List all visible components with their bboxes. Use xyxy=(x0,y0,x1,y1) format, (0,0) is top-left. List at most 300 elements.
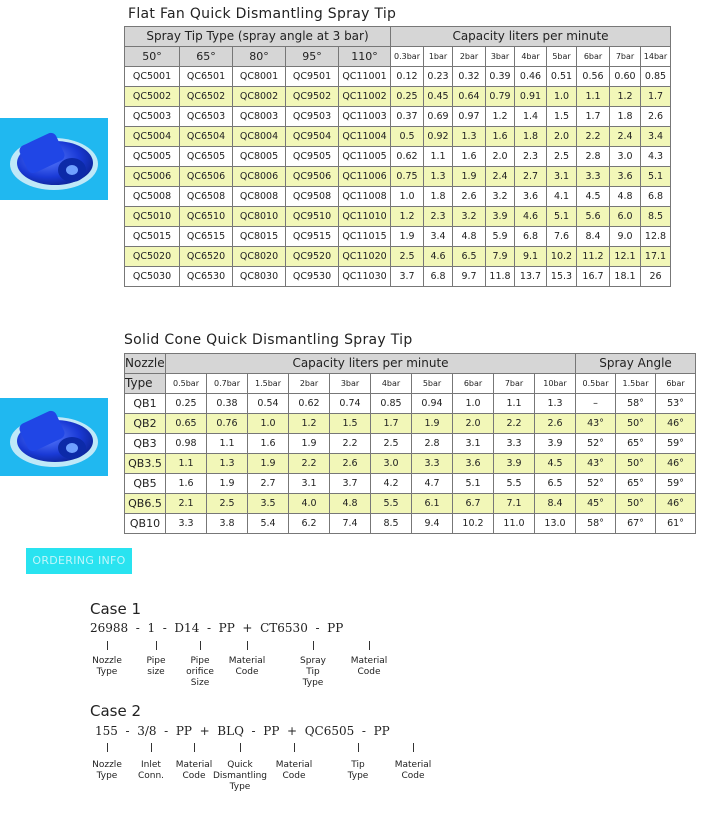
capacity-cell: 7.9 xyxy=(486,247,515,267)
table-row xyxy=(125,227,671,247)
nozzle-type-header-line2: Type xyxy=(125,374,166,394)
capacity-cell: 1.7 xyxy=(641,87,671,107)
capacity-cell: 1.8 xyxy=(515,127,547,147)
capacity-cell: 2.5 xyxy=(547,147,577,167)
capacity-cell: 2.3 xyxy=(515,147,547,167)
capacity-cell: 10.2 xyxy=(453,514,494,534)
table-row xyxy=(125,87,671,107)
capacity-cell: 1.9 xyxy=(412,414,453,434)
capacity-cell: 1.6 xyxy=(486,127,515,147)
tip-type-cell: QC6505 xyxy=(180,147,233,167)
tip-type-cell: QC11020 xyxy=(339,247,391,267)
capacity-cell: 0.25 xyxy=(391,87,424,107)
case1-title: Case 1 xyxy=(90,600,142,618)
capacity-cell: 6.8 xyxy=(641,187,671,207)
pressure-header: 1bar xyxy=(424,47,453,67)
capacity-cell: 1.1 xyxy=(577,87,610,107)
capacity-cell: 3.6 xyxy=(515,187,547,207)
capacity-cell: 9.0 xyxy=(610,227,641,247)
capacity-cell: 8.4 xyxy=(535,494,576,514)
capacity-cell: 0.97 xyxy=(453,107,486,127)
table-row xyxy=(125,434,696,454)
capacity-cell: 2.2 xyxy=(289,454,330,474)
pressure-header: 3bar xyxy=(486,47,515,67)
spray-angle-cell: 67° xyxy=(616,514,656,534)
pressure-header: 3bar xyxy=(330,374,371,394)
capacity-cell: 18.1 xyxy=(610,267,641,287)
capacity-cell: 1.9 xyxy=(207,474,248,494)
tip-type-cell: QC8008 xyxy=(233,187,286,207)
capacity-cell: 1.8 xyxy=(424,187,453,207)
table-row xyxy=(125,267,671,287)
capacity-cell: 3.3 xyxy=(494,434,535,454)
capacity-cell: 6.8 xyxy=(515,227,547,247)
tip-type-cell: QC8020 xyxy=(233,247,286,267)
pressure-header: 5bar xyxy=(547,47,577,67)
code-tick xyxy=(151,743,152,752)
tip-type-cell: QC11001 xyxy=(339,67,391,87)
code-part-label: Material Code xyxy=(228,656,266,677)
capacity-cell: 0.92 xyxy=(424,127,453,147)
capacity-cell: 4.2 xyxy=(371,474,412,494)
nozzle-type-cell: QB5 xyxy=(125,474,166,494)
table-row xyxy=(125,67,671,87)
code-part-label: Tip Type xyxy=(347,760,369,781)
capacity-cell: 11.2 xyxy=(577,247,610,267)
capacity-cell: 3.9 xyxy=(535,434,576,454)
subheader-row xyxy=(125,374,696,394)
capacity-header: Capacity liters per minute xyxy=(166,354,576,374)
tip-type-cell: QC11004 xyxy=(339,127,391,147)
tip-type-cell: QC9504 xyxy=(286,127,339,147)
ordering-info-badge: ORDERING INFO xyxy=(26,548,132,574)
capacity-cell: 5.1 xyxy=(641,167,671,187)
capacity-cell: 2.2 xyxy=(494,414,535,434)
spray-angle-cell: 65° xyxy=(616,434,656,454)
capacity-cell: 4.8 xyxy=(610,187,641,207)
case2-code: 155 - 3/8 - PP + BLQ - PP + QC6505 - PP xyxy=(95,724,390,738)
capacity-cell: 4.7 xyxy=(412,474,453,494)
code-tick xyxy=(413,743,414,752)
angle-pressure-header: 6bar xyxy=(656,374,696,394)
capacity-cell: 1.2 xyxy=(610,87,641,107)
capacity-cell: 2.7 xyxy=(248,474,289,494)
spray-angle-cell: 59° xyxy=(656,434,696,454)
capacity-cell: 5.9 xyxy=(486,227,515,247)
tip-type-cell: QC6504 xyxy=(180,127,233,147)
spray-angle-cell: 53° xyxy=(656,394,696,414)
capacity-cell: 0.12 xyxy=(391,67,424,87)
pressure-header: 0.3bar xyxy=(391,47,424,67)
flat-fan-title: Flat Fan Quick Dismantling Spray Tip xyxy=(128,6,397,22)
tip-type-cell: QC6501 xyxy=(180,67,233,87)
capacity-cell: 7.6 xyxy=(547,227,577,247)
capacity-cell: 2.1 xyxy=(166,494,207,514)
spray-angle-cell: 58° xyxy=(576,514,616,534)
spray-angle-cell: 65° xyxy=(616,474,656,494)
code-part-label: Inlet Conn. xyxy=(137,760,165,781)
pressure-header: 14bar xyxy=(641,47,671,67)
tip-type-cell: QC8015 xyxy=(233,227,286,247)
tip-type-cell: QC6515 xyxy=(180,227,233,247)
capacity-cell: 3.8 xyxy=(207,514,248,534)
code-part-label: Quick Dismantling Type xyxy=(212,760,268,792)
capacity-cell: 17.1 xyxy=(641,247,671,267)
capacity-cell: 0.39 xyxy=(486,67,515,87)
solid-cone-nozzle-image xyxy=(0,398,108,480)
spray-angle-cell: 61° xyxy=(656,514,696,534)
subheader-row xyxy=(125,47,671,67)
table-row xyxy=(125,187,671,207)
capacity-cell: 0.85 xyxy=(371,394,412,414)
tip-type-cell: QC11030 xyxy=(339,267,391,287)
capacity-cell: 8.4 xyxy=(577,227,610,247)
capacity-cell: 2.3 xyxy=(424,207,453,227)
capacity-cell: 1.4 xyxy=(515,107,547,127)
tip-type-cell: QC6502 xyxy=(180,87,233,107)
capacity-cell: 3.3 xyxy=(166,514,207,534)
capacity-cell: 4.6 xyxy=(515,207,547,227)
header-row xyxy=(125,354,696,374)
capacity-cell: 5.5 xyxy=(371,494,412,514)
table-row xyxy=(125,514,696,534)
capacity-cell: 3.3 xyxy=(577,167,610,187)
capacity-cell: 1.9 xyxy=(289,434,330,454)
tip-type-cell: QC5006 xyxy=(125,167,180,187)
tip-type-cell: QC9508 xyxy=(286,187,339,207)
code-tick xyxy=(107,743,108,752)
pressure-header: 7bar xyxy=(610,47,641,67)
tip-type-cell: QC8003 xyxy=(233,107,286,127)
pressure-header: 0.5bar xyxy=(166,374,207,394)
capacity-cell: 1.9 xyxy=(453,167,486,187)
tip-type-cell: QC5001 xyxy=(125,67,180,87)
code-tick xyxy=(240,743,241,752)
capacity-cell: 4.1 xyxy=(547,187,577,207)
capacity-cell: 2.8 xyxy=(577,147,610,167)
pressure-header: 4bar xyxy=(515,47,547,67)
table-row xyxy=(125,454,696,474)
code-tick xyxy=(313,641,314,650)
capacity-cell: 1.2 xyxy=(391,207,424,227)
code-tick xyxy=(358,743,359,752)
capacity-cell: 1.1 xyxy=(424,147,453,167)
code-part-label: Nozzle Type xyxy=(92,656,122,677)
capacity-header: Capacity liters per minute xyxy=(391,27,671,47)
capacity-cell: 2.5 xyxy=(207,494,248,514)
tip-type-cell: QC9530 xyxy=(286,267,339,287)
spray-angle-cell: 52° xyxy=(576,474,616,494)
spray-angle-cell: 43° xyxy=(576,414,616,434)
capacity-cell: 4.0 xyxy=(289,494,330,514)
angle-header: 65° xyxy=(180,47,233,67)
tip-type-cell: QC8006 xyxy=(233,167,286,187)
tip-type-cell: QC9505 xyxy=(286,147,339,167)
spray-angle-cell: 58° xyxy=(616,394,656,414)
capacity-cell: 3.1 xyxy=(289,474,330,494)
capacity-cell: 2.2 xyxy=(577,127,610,147)
spray-angle-cell: 59° xyxy=(656,474,696,494)
capacity-cell: 3.9 xyxy=(494,454,535,474)
pressure-header: 0.7bar xyxy=(207,374,248,394)
tip-type-cell: QC8002 xyxy=(233,87,286,107)
capacity-cell: 2.0 xyxy=(547,127,577,147)
capacity-cell: 3.0 xyxy=(610,147,641,167)
capacity-cell: 5.5 xyxy=(494,474,535,494)
capacity-cell: 0.51 xyxy=(547,67,577,87)
capacity-cell: 12.8 xyxy=(641,227,671,247)
capacity-cell: 1.3 xyxy=(453,127,486,147)
capacity-cell: 0.60 xyxy=(610,67,641,87)
capacity-cell: 0.94 xyxy=(412,394,453,414)
table-row xyxy=(125,167,671,187)
capacity-cell: 0.37 xyxy=(391,107,424,127)
code-tick xyxy=(194,743,195,752)
capacity-cell: 2.5 xyxy=(371,434,412,454)
table-row xyxy=(125,394,696,414)
capacity-cell: 1.9 xyxy=(391,227,424,247)
flat-fan-nozzle-image xyxy=(0,118,108,204)
table-row xyxy=(125,107,671,127)
code-tick xyxy=(107,641,108,650)
capacity-cell: 0.76 xyxy=(207,414,248,434)
capacity-cell: 5.1 xyxy=(547,207,577,227)
header-row xyxy=(125,27,671,47)
pressure-header: 6bar xyxy=(453,374,494,394)
pressure-header: 7bar xyxy=(494,374,535,394)
table-row xyxy=(125,474,696,494)
capacity-cell: 6.2 xyxy=(289,514,330,534)
capacity-cell: 3.6 xyxy=(610,167,641,187)
capacity-cell: 3.2 xyxy=(453,207,486,227)
capacity-cell: 2.5 xyxy=(391,247,424,267)
pressure-header: 10bar xyxy=(535,374,576,394)
capacity-cell: 1.5 xyxy=(547,107,577,127)
tip-type-cell: QC9502 xyxy=(286,87,339,107)
spray-angle-cell: 52° xyxy=(576,434,616,454)
tip-type-cell: QC11005 xyxy=(339,147,391,167)
capacity-cell: 0.32 xyxy=(453,67,486,87)
capacity-cell: 12.1 xyxy=(610,247,641,267)
tip-type-cell: QC5004 xyxy=(125,127,180,147)
capacity-cell: 2.4 xyxy=(610,127,641,147)
capacity-cell: 0.62 xyxy=(289,394,330,414)
tip-type-cell: QC6520 xyxy=(180,247,233,267)
capacity-cell: 6.8 xyxy=(424,267,453,287)
capacity-cell: 4.6 xyxy=(424,247,453,267)
tip-type-cell: QC9503 xyxy=(286,107,339,127)
tip-type-cell: QC5003 xyxy=(125,107,180,127)
capacity-cell: 1.0 xyxy=(391,187,424,207)
type-header: Spray Tip Type (spray angle at 3 bar) xyxy=(125,27,391,47)
capacity-cell: 3.2 xyxy=(486,187,515,207)
pressure-header: 2bar xyxy=(453,47,486,67)
tip-type-cell: QC6530 xyxy=(180,267,233,287)
capacity-cell: 11.0 xyxy=(494,514,535,534)
tip-type-cell: QC11006 xyxy=(339,167,391,187)
capacity-cell: 1.5 xyxy=(330,414,371,434)
angle-header: 110° xyxy=(339,47,391,67)
capacity-cell: 3.4 xyxy=(424,227,453,247)
tip-type-cell: QC8030 xyxy=(233,267,286,287)
spray-angle-cell: 50° xyxy=(616,414,656,434)
code-tick xyxy=(294,743,295,752)
capacity-cell: 1.0 xyxy=(248,414,289,434)
tip-type-cell: QC9501 xyxy=(286,67,339,87)
tip-type-cell: QC8005 xyxy=(233,147,286,167)
capacity-cell: 0.79 xyxy=(486,87,515,107)
capacity-cell: 13.7 xyxy=(515,267,547,287)
capacity-cell: 26 xyxy=(641,267,671,287)
capacity-cell: 3.7 xyxy=(391,267,424,287)
capacity-cell: 0.91 xyxy=(515,87,547,107)
capacity-cell: 1.2 xyxy=(289,414,330,434)
code-part-label: Material Code xyxy=(350,656,388,677)
angle-header: 80° xyxy=(233,47,286,67)
capacity-cell: 3.1 xyxy=(453,434,494,454)
tip-type-cell: QC5030 xyxy=(125,267,180,287)
tip-type-cell: QC5010 xyxy=(125,207,180,227)
nozzle-type-cell: QB10 xyxy=(125,514,166,534)
angle-pressure-header: 0.5bar xyxy=(576,374,616,394)
tip-type-cell: QC5005 xyxy=(125,147,180,167)
capacity-cell: 3.5 xyxy=(248,494,289,514)
nozzle-type-cell: QB2 xyxy=(125,414,166,434)
capacity-cell: 0.23 xyxy=(424,67,453,87)
table-row xyxy=(125,494,696,514)
capacity-cell: 0.98 xyxy=(166,434,207,454)
capacity-cell: 1.9 xyxy=(248,454,289,474)
nozzle-type-cell: QB3.5 xyxy=(125,454,166,474)
table-row xyxy=(125,127,671,147)
capacity-cell: 0.74 xyxy=(330,394,371,414)
pressure-header: 5bar xyxy=(412,374,453,394)
tip-type-cell: QC11002 xyxy=(339,87,391,107)
capacity-cell: 6.5 xyxy=(453,247,486,267)
capacity-cell: 4.5 xyxy=(535,454,576,474)
spray-angle-cell: 43° xyxy=(576,454,616,474)
capacity-cell: 13.0 xyxy=(535,514,576,534)
capacity-cell: 9.1 xyxy=(515,247,547,267)
capacity-cell: 2.6 xyxy=(535,414,576,434)
capacity-cell: 0.54 xyxy=(248,394,289,414)
spray-angle-header: Spray Angle xyxy=(576,354,696,374)
table-row xyxy=(125,207,671,227)
nozzle-type-cell: QB6.5 xyxy=(125,494,166,514)
angle-header: 95° xyxy=(286,47,339,67)
capacity-cell: 0.69 xyxy=(424,107,453,127)
capacity-cell: 0.65 xyxy=(166,414,207,434)
capacity-cell: 16.7 xyxy=(577,267,610,287)
capacity-cell: 0.75 xyxy=(391,167,424,187)
capacity-cell: 1.6 xyxy=(453,147,486,167)
capacity-cell: 1.7 xyxy=(577,107,610,127)
capacity-cell: 0.38 xyxy=(207,394,248,414)
capacity-cell: 1.3 xyxy=(207,454,248,474)
capacity-cell: 1.7 xyxy=(371,414,412,434)
table-row xyxy=(125,147,671,167)
solid-cone-title: Solid Cone Quick Dismantling Spray Tip xyxy=(124,332,413,348)
capacity-cell: 9.7 xyxy=(453,267,486,287)
tip-type-cell: QC11010 xyxy=(339,207,391,227)
capacity-cell: 9.4 xyxy=(412,514,453,534)
capacity-cell: 1.0 xyxy=(547,87,577,107)
capacity-cell: 5.4 xyxy=(248,514,289,534)
pressure-header: 4bar xyxy=(371,374,412,394)
capacity-cell: 0.85 xyxy=(641,67,671,87)
capacity-cell: 1.6 xyxy=(248,434,289,454)
code-part-label: Material Code xyxy=(175,760,213,781)
capacity-cell: 2.0 xyxy=(486,147,515,167)
case1-code: 26988 - 1 - D14 - PP + CT6530 - PP xyxy=(90,621,344,635)
code-part-label: Pipe orifice Size xyxy=(186,656,214,688)
spray-angle-cell: 45° xyxy=(576,494,616,514)
capacity-cell: 3.3 xyxy=(412,454,453,474)
capacity-cell: 0.56 xyxy=(577,67,610,87)
tip-type-cell: QC11008 xyxy=(339,187,391,207)
capacity-cell: 8.5 xyxy=(371,514,412,534)
tip-type-cell: QC11015 xyxy=(339,227,391,247)
capacity-cell: 1.1 xyxy=(166,454,207,474)
code-part-label: Pipe size xyxy=(146,656,166,677)
capacity-cell: 2.6 xyxy=(641,107,671,127)
capacity-cell: 3.7 xyxy=(330,474,371,494)
tip-type-cell: QC8004 xyxy=(233,127,286,147)
code-tick xyxy=(247,641,248,650)
pressure-header: 2bar xyxy=(289,374,330,394)
solid-cone-table xyxy=(124,353,696,534)
capacity-cell: 2.6 xyxy=(453,187,486,207)
tip-type-cell: QC6506 xyxy=(180,167,233,187)
capacity-cell: 3.1 xyxy=(547,167,577,187)
capacity-cell: 3.0 xyxy=(371,454,412,474)
table-row xyxy=(125,414,696,434)
capacity-cell: 1.0 xyxy=(453,394,494,414)
flat-fan-table xyxy=(124,26,671,287)
capacity-cell: 4.8 xyxy=(453,227,486,247)
capacity-cell: 8.5 xyxy=(641,207,671,227)
tip-type-cell: QC5008 xyxy=(125,187,180,207)
spray-angle-cell: 46° xyxy=(656,494,696,514)
code-part-label: Nozzle Type xyxy=(92,760,122,781)
capacity-cell: 2.2 xyxy=(330,434,371,454)
nozzle-type-cell: QB1 xyxy=(125,394,166,414)
capacity-cell: 0.46 xyxy=(515,67,547,87)
pressure-header: 6bar xyxy=(577,47,610,67)
capacity-cell: 3.4 xyxy=(641,127,671,147)
tip-type-cell: QC8001 xyxy=(233,67,286,87)
table-row xyxy=(125,247,671,267)
nozzle-type-header-line1: Nozzle xyxy=(125,354,166,374)
code-part-label: Material Code xyxy=(394,760,432,781)
capacity-cell: 2.8 xyxy=(412,434,453,454)
capacity-cell: 2.4 xyxy=(486,167,515,187)
tip-type-cell: QC9520 xyxy=(286,247,339,267)
capacity-cell: 2.6 xyxy=(330,454,371,474)
capacity-cell: 1.8 xyxy=(610,107,641,127)
tip-type-cell: QC9506 xyxy=(286,167,339,187)
capacity-cell: 0.25 xyxy=(166,394,207,414)
capacity-cell: 6.0 xyxy=(610,207,641,227)
capacity-cell: 7.1 xyxy=(494,494,535,514)
capacity-cell: 1.1 xyxy=(494,394,535,414)
tip-type-cell: QC5002 xyxy=(125,87,180,107)
capacity-cell: 1.1 xyxy=(207,434,248,454)
spray-angle-cell: 50° xyxy=(616,494,656,514)
capacity-cell: 3.9 xyxy=(486,207,515,227)
code-tick xyxy=(369,641,370,650)
tip-type-cell: QC6510 xyxy=(180,207,233,227)
